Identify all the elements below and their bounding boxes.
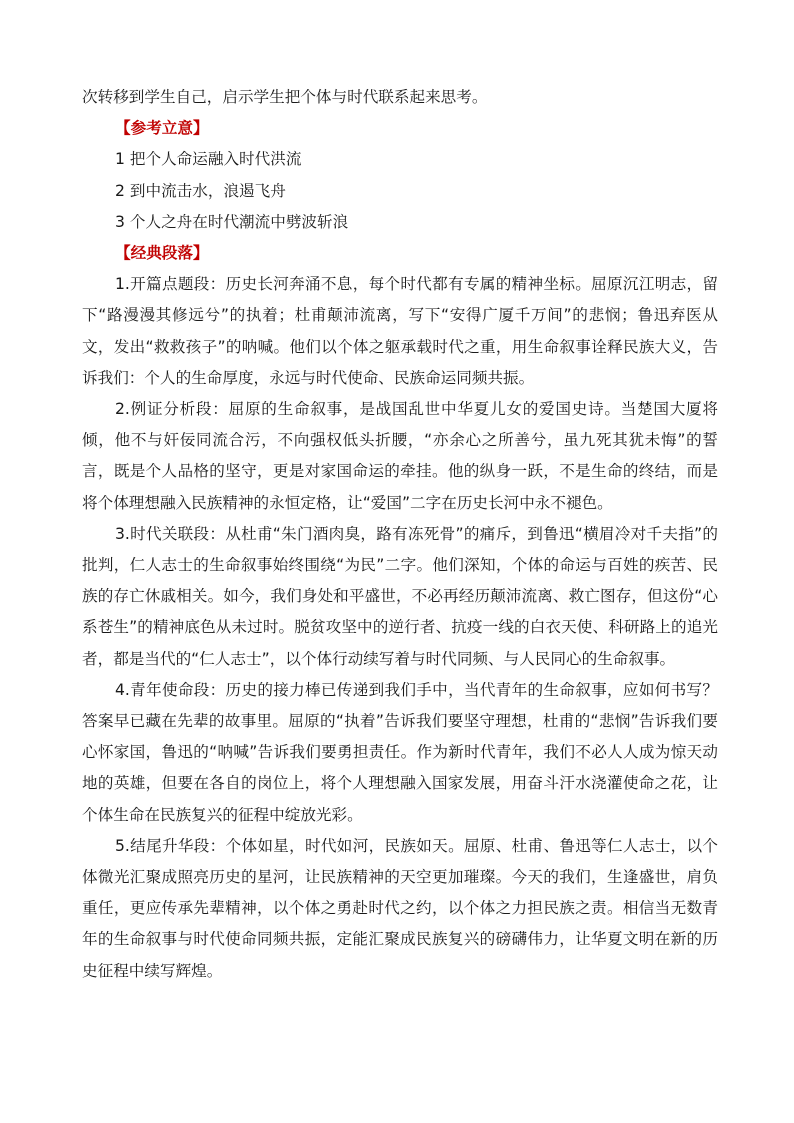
reference-item: 3 个人之舟在时代潮流中劈波斩浪	[115, 212, 349, 231]
classic-paragraph-example: 2.例证分析段：屈原的生命叙事，是战国乱世中华夏儿女的爱国史诗。当楚国大厦将倾，他不与奸佞同流合污，不向强权低头折腰，“亦余心之所善兮，虽九死其犹未悔”的誓言，既是个人品格的坚守，更是对家国命运的牵挂。他的纵身一跃，不是生命的终结，而是将个体理想融入民族精神的永恒定格，让“爱国”二字在历史长河中永不褪色。	[82, 400, 718, 512]
classic-paragraph-youth: 4.青年使命段：历史的接力棒已传递到我们手中，当代青年的生命叙事，应如何书写？答案早已藏在先辈的故事里。屈原的“执着”告诉我们要坚守理想，杜甫的“悲悯”告诉我们要心怀家国，鲁迅的“呐喊”告诉我们要勇担责任。作为新时代青年，我们不必人人成为惊天动地的英雄，但要在各自的岗位上，将个人理想融入国家发展，用奋斗汗水浇灌使命之花，让个体生命在民族复兴的征程中绽放光彩。	[82, 680, 718, 824]
classic-paragraph-era: 3.时代关联段：从杜甫“朱门酒肉臭，路有冻死骨”的痛斥，到鲁迅“横眉冷对千夫指”的批判，仁人志士的生命叙事始终围绕“为民”二字。他们深知，个体的命运与百姓的疾苦、民族的存亡休戚相关。如今，我们身处和平盛世，不必再经历颠沛流离、救亡图存，但这份“心系苍生”的精神底色从未过时。脱贫攻坚中的逆行者、抗疫一线的白衣天使、科研路上的追光者，都是当代的“仁人志士”，以个体行动续写着与时代同频、与人民同心的生命叙事。	[82, 524, 718, 668]
reference-item: 2 到中流击水，浪遏飞舟	[115, 181, 286, 200]
document-page	[82, 82, 718, 987]
classic-paragraph-opening: 1.开篇点题段：历史长河奔涌不息，每个时代都有专属的精神坐标。屈原沉江明志，留下“路漫漫其修远兮”的执着；杜甫颠沛流离，写下“安得广厦千万间”的悲悯；鲁迅弃医从文，发出“救救孩子”的呐喊。他们以个体之躯承载时代之重，用生命叙事诠释民族大义，告诉我们：个人的生命厚度，永远与时代使命、民族命运同频共振。	[82, 275, 718, 387]
classic-heading: 【经典段落】	[115, 244, 209, 263]
intro-line: 次转移到学生自己，启示学生把个体与时代联系起来思考。	[82, 88, 488, 106]
reference-heading: 【参考立意】	[115, 119, 209, 138]
classic-paragraph-ending: 5.结尾升华段：个体如星，时代如河，民族如天。屈原、杜甫、鲁迅等仁人志士，以个体微光汇聚成照亮历史的星河，让民族精神的天空更加璀璨。今天的我们，生逢盛世，肩负重任，更应传承先辈精神，以个体之勇赴时代之约，以个体之力担民族之责。相信当无数青年的生命叙事与时代使命同频共振，定能汇聚成民族复兴的磅礴伟力，让华夏文明在新的历史征程中续写辉煌。	[82, 836, 718, 980]
reference-item: 1 把个人命运融入时代洪流	[115, 150, 302, 169]
